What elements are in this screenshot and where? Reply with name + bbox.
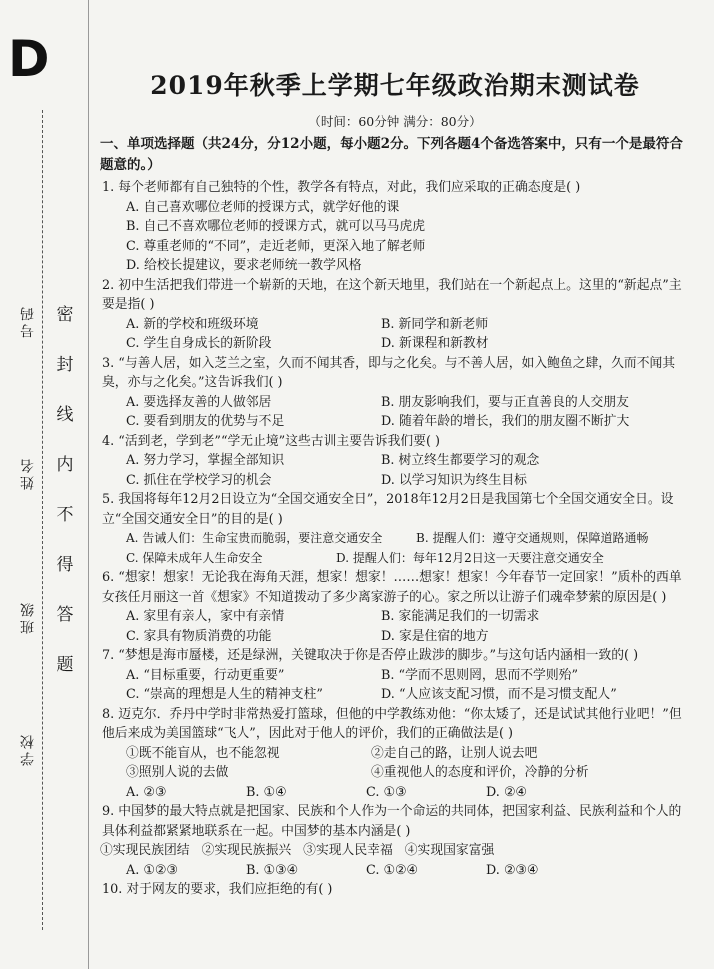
option-a: A. 告诫人们：生命宝贵而脆弱，要注意交通安全: [126, 531, 383, 545]
option-d: D. 提醒人们：每年12月2日这一天要注意交通安全: [336, 550, 604, 565]
number-field-label: 号码: [18, 300, 38, 342]
paper-version-mark: D: [8, 30, 50, 88]
binding-edge-line: [88, 0, 89, 969]
option-c: C. 要看到朋友的优势与不足: [126, 414, 285, 429]
question-stem: 2. 初中生活把我们带进一个崭新的天地，在这个新天地里，我们站在一个新起点上。这里的“新起点”主要是指( ): [102, 277, 682, 312]
option-b: B. 家能满足我们的一切需求: [381, 609, 540, 624]
option-c: C. ①②④: [366, 862, 418, 878]
question-stem: 5. 我国将每年12月2日设立为“全国交通安全日”，2018年12月2日是我国第七个全国交通安全日。设立“全国交通安全日”的目的是( ): [102, 492, 674, 527]
statement-3: ③实现人民幸福: [303, 843, 393, 858]
binding-margin: [0, 0, 95, 969]
option-d: D. 家是住宿的地方: [381, 628, 489, 644]
statement-2: ②走自己的路，让别人说去吧: [371, 745, 538, 761]
option-c: C. “崇高的理想是人生的精神支柱”: [126, 687, 323, 702]
option-b: B. 朋友影响我们，要与正直善良的人交朋友: [381, 394, 629, 410]
option-a: A. ①②③: [126, 862, 178, 878]
option-d: D. ②③④: [486, 862, 539, 878]
question-stem: 4. “活到老，学到老”“学无止境”这些古训主要告诉我们要( ): [102, 433, 441, 449]
option-a: A. 新的学校和班级环境: [126, 316, 259, 332]
question-stem: 8. 迈克尔．乔丹中学时非常热爱打篮球，但他的中学教练劝他：“你太矮了，还是试试其他行业吧！”但他后来成为美国篮球“飞人”，因此对于他人的评价，我们的正确做法是( ): [102, 706, 682, 741]
question-stem: 1. 每个老师都有自己独特的个性，教学各有特点，对此，我们应采取的正确态度是( ): [102, 180, 581, 195]
question-8: [100, 705, 690, 803]
class-field-label: 班级: [18, 596, 38, 638]
option-b: B. 新同学和新老师: [381, 316, 489, 332]
option-b: B. “学而不思则罔，思而不学则殆”: [381, 667, 578, 683]
binding-dashed-line: [42, 110, 43, 930]
option-b: B. ①④: [246, 784, 287, 800]
statement-4: ④实现国家富强: [404, 843, 495, 858]
option-a: A. 自己喜欢哪位老师的授课方式，就学好他的课: [126, 199, 400, 215]
question-6: [100, 568, 690, 646]
question-3: [100, 354, 690, 432]
question-stem: 9. 中国梦的最大特点就是把国家、民族和个人作为一个命运的共同体，把国家利益、民族利益和个人的具体利益都紧紧地联系在一起。中国梦的基本内涵是( ): [102, 804, 682, 839]
option-a: A. 努力学习，掌握全部知识: [126, 453, 285, 468]
option-a: A. “目标重要，行动更重要”: [126, 667, 285, 683]
option-c: C. 家具有物质消费的功能: [126, 628, 272, 644]
option-d: D. 新课程和新教材: [381, 336, 489, 351]
option-b: B. 提醒人们：遵守交通规则，保障道路通畅: [416, 531, 649, 545]
option-d: D. ②④: [486, 784, 527, 800]
question-10: [100, 880, 690, 900]
question-7: [100, 646, 690, 705]
question-stem: 10. 对于网友的要求，我们应拒绝的有( ): [102, 882, 333, 897]
option-c: C. 尊重老师的“不同”，走近老师，更深入地了解老师: [126, 238, 426, 254]
school-field-label: 学校: [18, 728, 38, 770]
seal-warning: 密 封 线 内 不 得 答 题: [56, 305, 74, 675]
option-b: B. 树立终生都要学习的观念: [381, 453, 540, 468]
question-stem: 7. “梦想是海市蜃楼，还是绿洲，关键取决于你是否停止跋涉的脚步。”与这句话内涵相一致的( ): [102, 648, 639, 663]
exam-info: （时间：60分钟 满分：80分）: [308, 114, 482, 129]
option-d: D. 给校长提建议，要求老师统一教学风格: [126, 258, 362, 273]
option-d: D. 以学习知识为终生目标: [381, 472, 527, 488]
option-b: B. 自己不喜欢哪位老师的授课方式，就可以马马虎虎: [126, 219, 426, 234]
option-a: A. 要选择友善的人做邻居: [126, 394, 272, 410]
statement-2: ②实现民族振兴: [201, 843, 292, 858]
question-stem: 3. “与善人居，如入芝兰之室，久而不闻其香，即与之化矣。与不善人居，如入鲍鱼之肆，久而不闻其臭，亦与之化矣。”这告诉我们( ): [102, 355, 676, 390]
option-c: C. ①③: [366, 784, 407, 800]
statement-1: ①既不能盲从，也不能忽视: [126, 745, 280, 761]
exam-content: [100, 60, 690, 900]
option-c: C. 抓住在学校学习的机会: [126, 472, 272, 488]
question-5: [100, 490, 690, 568]
question-1: [100, 178, 690, 276]
question-4: [100, 432, 690, 491]
option-c: C. 学生自身成长的新阶段: [126, 336, 272, 351]
question-2: [100, 276, 690, 354]
option-a: A. ②③: [126, 784, 167, 800]
option-d: D. “人应该支配习惯，而不是习惯支配人”: [381, 687, 617, 702]
option-d: D. 随着年龄的增长，我们的朋友圈不断扩大: [381, 414, 630, 429]
question-9: [100, 802, 690, 880]
name-field-label: 姓名: [18, 452, 38, 494]
option-b: B. ①③④: [246, 862, 298, 878]
option-a: A. 家里有亲人，家中有亲情: [126, 609, 285, 624]
exam-title: 2019年秋季上学期七年级政治期末测试卷: [150, 71, 640, 100]
section-heading: 一、单项选择题（共24分，分12小题，每小题2分。下列各题4个备选答案中，只有一个是最符合题意的。）: [100, 136, 683, 173]
option-c: C. 保障未成年人生命安全: [126, 550, 263, 565]
statement-1: ①实现民族团结: [100, 843, 190, 858]
statement-3: ③照别人说的去做: [126, 765, 229, 780]
statement-4: ④重视他人的态度和评价，冷静的分析: [371, 765, 589, 780]
question-stem: 6. “想家！想家！无论我在海角天涯，想家！想家！……想家！想家！今年春节一定回家！”质朴的西单女孩任月丽这一首《想家》不知道拨动了多少离家游子的心。家之所以让游子们魂牵梦萦的原因是( ): [102, 570, 682, 605]
